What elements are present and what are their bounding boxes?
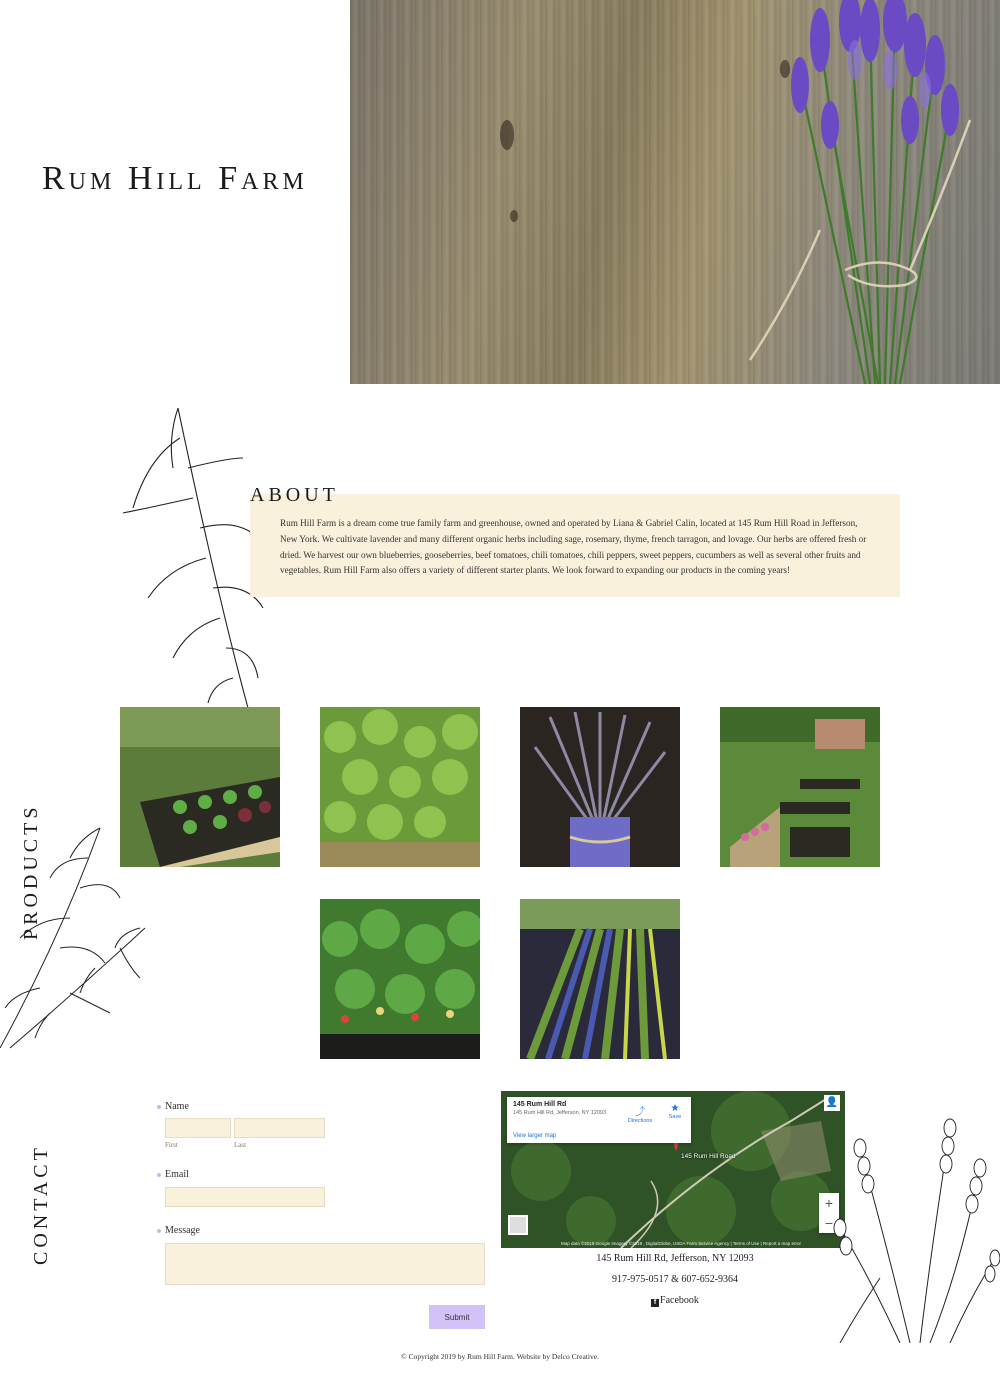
message-field[interactable]: [165, 1243, 485, 1285]
last-sublabel: Last: [234, 1141, 247, 1149]
footer-copyright: © Copyright 2019 by Rum Hill Farm. Website by Delco Creative.: [401, 1352, 599, 1361]
zoom-out-button[interactable]: −: [824, 1215, 834, 1231]
save-label: Save: [668, 1114, 682, 1120]
map-place-title: 145 Rum Hill Rd: [513, 1101, 567, 1108]
about-text: Rum Hill Farm is a dream come true family farm and greenhouse, owned and operated by Liana & Gabriel Calin, located at 145 Rum Hill Road in Jefferson, New York. We cultivate lavender and many different organic herbs including sage, rosemary, thyme, french tarragon, and lovage. Our herbs are offered fresh or dried. We harvest our own blueberries, gooseberries, beef tomatoes, chili tomatoes, chili peppers, sweet peppers, cucumbers as well as several other fruits and vegetables. Rum Hill Farm also offers a variety of different starter plants. We look forward to expanding our products in the coming years!: [280, 518, 867, 576]
save-button[interactable]: [663, 1103, 687, 1120]
map-layer-toggle[interactable]: [508, 1215, 528, 1235]
star-icon: ★: [670, 1103, 680, 1114]
about-herb-illustration: [118, 398, 268, 708]
name-label: [157, 1101, 189, 1112]
site-title: Rum Hill Farm: [42, 160, 308, 197]
required-dot: [157, 1173, 161, 1177]
view-larger-map-link[interactable]: View larger map: [513, 1133, 557, 1139]
directions-button[interactable]: [625, 1103, 655, 1124]
facebook-label: Facebook: [660, 1295, 699, 1306]
products-heading: PRODUCTS: [20, 803, 42, 940]
name-label-text: Name: [165, 1101, 189, 1112]
facebook-icon: f: [651, 1299, 659, 1307]
hero-image: [350, 0, 1000, 384]
map-place-card: [507, 1097, 691, 1143]
email-field[interactable]: [165, 1187, 325, 1207]
street-view-pegman-icon[interactable]: 👤: [824, 1095, 840, 1111]
map-place-address: 145 Rum Hill Rd, Jefferson, NY 12093: [513, 1110, 607, 1116]
required-dot: [157, 1229, 161, 1233]
product-photo-herb-bed[interactable]: [320, 707, 480, 867]
submit-button[interactable]: Submit: [429, 1305, 485, 1329]
product-photo-field-rows[interactable]: [520, 899, 680, 1059]
required-dot: [157, 1105, 161, 1109]
product-photo-tomato-plants[interactable]: [320, 899, 480, 1059]
about-box: [250, 494, 900, 597]
email-label-text: Email: [165, 1169, 189, 1180]
about-heading: ABOUT: [250, 484, 339, 506]
facebook-link[interactable]: [560, 1295, 790, 1307]
zoom-in-button[interactable]: +: [824, 1195, 834, 1211]
directions-icon: ⤴: [635, 1107, 645, 1118]
farm-phone: 917-975-0517 & 607-652-9364: [611, 1274, 739, 1285]
first-sublabel: First: [165, 1141, 178, 1149]
location-map[interactable]: [501, 1091, 845, 1248]
farm-address: 145 Rum Hill Rd, Jefferson, NY 12093: [596, 1253, 754, 1264]
product-photo-raised-bed-lettuce[interactable]: [120, 707, 280, 867]
message-label-text: Message: [165, 1225, 200, 1236]
last-name-field[interactable]: [234, 1118, 325, 1138]
map-attribution: Map data ©2019 Google Imagery ©2019 , DigitalGlobe, USDA Farm Service Agency | Terms of Use | Report a map error: [561, 1241, 801, 1246]
map-pin-label: 145 Rum Hill Road: [681, 1153, 736, 1160]
product-photo-dried-lavender[interactable]: [520, 707, 680, 867]
directions-label: Directions: [627, 1118, 653, 1124]
message-label: [157, 1225, 200, 1236]
product-photo-farm-beds[interactable]: [720, 707, 880, 867]
first-name-field[interactable]: [165, 1118, 231, 1138]
contact-heading: CONTACT: [30, 1144, 52, 1265]
lavender-illustration: [820, 1108, 1000, 1343]
email-label: [157, 1169, 189, 1180]
